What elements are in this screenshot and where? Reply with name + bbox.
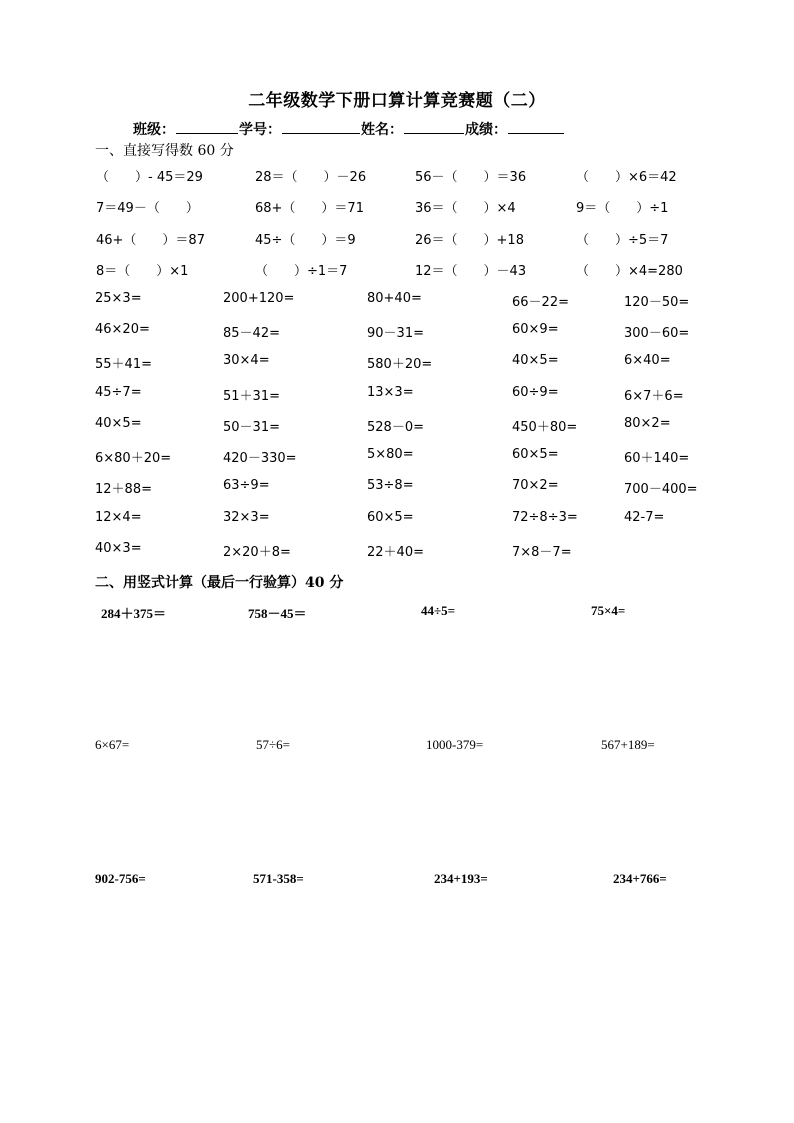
problem-item: 53÷8= xyxy=(367,478,414,493)
section1-row xyxy=(0,416,794,438)
problem-item: 5×80= xyxy=(367,447,414,462)
problem-item: 46×20= xyxy=(95,322,150,337)
problem-item: 63÷9= xyxy=(223,478,270,493)
vertical-calc-item: 567+189= xyxy=(601,737,655,752)
problem-item: 300－60= xyxy=(624,326,690,341)
vertical-calc-item: 6×67= xyxy=(95,737,130,752)
vertical-calc-item: 758－45＝ xyxy=(248,606,307,621)
section1-heading: 一、直接写得数 60 分 xyxy=(95,143,234,159)
problem-item: 580＋20= xyxy=(367,357,433,372)
vertical-calc-item: 57÷6= xyxy=(256,737,290,752)
vertical-calc-item: 571-358= xyxy=(253,871,304,886)
problem-item: 50－31= xyxy=(223,420,280,435)
problem-item: 60×9= xyxy=(512,322,559,337)
section1-row xyxy=(0,260,794,282)
problem-item: 60×5= xyxy=(512,447,559,462)
section2-heading: 二、用竖式计算（最后一行验算）40 分 xyxy=(95,575,344,591)
problem-item: 200+120= xyxy=(223,291,295,306)
vertical-calc-item: 44÷5= xyxy=(421,603,456,618)
problem-item: 6×40= xyxy=(624,353,671,368)
problem-item: 60＋140= xyxy=(624,451,690,466)
problem-item: 72÷8÷3= xyxy=(512,510,578,525)
problem-item: 9＝（ ）÷1 xyxy=(576,201,669,216)
vertical-calc-item: 1000-379= xyxy=(426,737,484,752)
problem-item: 55＋41= xyxy=(95,357,152,372)
problem-item: 40×3= xyxy=(95,541,142,556)
vertical-calc-item: 234+193= xyxy=(434,871,488,886)
problem-item: 80×2= xyxy=(624,416,671,431)
vertical-calc-item: 902-756= xyxy=(95,871,146,886)
problem-item: 32×3= xyxy=(223,510,270,525)
problem-item: 7×8－7= xyxy=(512,545,572,560)
vertical-calc-item: 75×4= xyxy=(591,603,626,618)
problem-item: 22＋40= xyxy=(367,545,424,560)
problem-item: 2×20＋8= xyxy=(223,545,291,560)
class-label: 班级： xyxy=(133,122,175,138)
section1-row xyxy=(0,166,794,188)
problem-item: 51＋31= xyxy=(223,389,280,404)
problem-item: 8＝（ ）×1 xyxy=(96,264,189,279)
section1-row xyxy=(0,478,794,500)
section2-row xyxy=(0,871,794,891)
problem-item: 12×4= xyxy=(95,510,142,525)
problem-item: 66－22= xyxy=(512,295,569,310)
vertical-calc-item: 284＋375＝ xyxy=(101,606,167,621)
problem-item: 36＝（ ）×4 xyxy=(415,201,516,216)
problem-item: 7＝49－（ ） xyxy=(96,201,199,216)
problem-item: 450＋80= xyxy=(512,420,578,435)
problem-item: 80+40= xyxy=(367,291,422,306)
problem-item: 46+（ ）＝87 xyxy=(96,233,205,248)
section1-row xyxy=(0,541,794,563)
score-label: 成绩： xyxy=(465,122,507,138)
name-label: 姓名： xyxy=(361,122,403,138)
score-blank[interactable] xyxy=(508,119,564,134)
problem-item: 700－400= xyxy=(624,482,698,497)
problem-item: 30×4= xyxy=(223,353,270,368)
problem-item: 60×5= xyxy=(367,510,414,525)
problem-item: 45÷7= xyxy=(95,385,142,400)
problem-item: 12＋88= xyxy=(95,482,152,497)
problem-item: 25×3= xyxy=(95,291,142,306)
section1-row xyxy=(0,385,794,407)
student-info-line xyxy=(133,119,565,139)
problem-item: （ ）÷1＝7 xyxy=(255,264,348,279)
problem-item: 85－42= xyxy=(223,326,280,341)
section1-row xyxy=(0,291,794,313)
problem-item: 120－50= xyxy=(624,295,690,310)
problem-item: 60÷9= xyxy=(512,385,559,400)
problem-item: 90－31= xyxy=(367,326,424,341)
section1-row xyxy=(0,353,794,375)
name-blank[interactable] xyxy=(404,119,464,134)
section1-row xyxy=(0,197,794,219)
problem-item: 6×80＋20= xyxy=(95,451,172,466)
problem-item: 28＝（ ）－26 xyxy=(255,170,367,185)
page-title: 二年级数学下册口算计算竞赛题（二） xyxy=(248,91,546,111)
problem-item: （ ）- 45＝29 xyxy=(96,170,203,185)
problem-item: 26＝（ ）+18 xyxy=(415,233,524,248)
problem-item: 68+（ ）＝71 xyxy=(255,201,364,216)
id-blank[interactable] xyxy=(282,119,360,134)
class-blank[interactable] xyxy=(176,119,238,134)
problem-item: 70×2= xyxy=(512,478,559,493)
section1-row xyxy=(0,447,794,469)
section2-row xyxy=(0,737,794,757)
problem-item: 45÷（ ）＝9 xyxy=(255,233,356,248)
section1-row xyxy=(0,322,794,344)
problem-item: 420－330= xyxy=(223,451,297,466)
problem-item: 40×5= xyxy=(512,353,559,368)
id-label: 学号： xyxy=(239,122,281,138)
problem-item: （ ）÷5＝7 xyxy=(576,233,669,248)
problem-item: 40×5= xyxy=(95,416,142,431)
vertical-calc-item: 234+766= xyxy=(613,871,667,886)
problem-item: 528－0= xyxy=(367,420,424,435)
section1-row xyxy=(0,229,794,251)
problem-item: 12＝（ ）－43 xyxy=(415,264,527,279)
section1-row xyxy=(0,510,794,532)
problem-item: 56－（ ）＝36 xyxy=(415,170,527,185)
problem-item: 6×7＋6= xyxy=(624,389,684,404)
problem-item: 13×3= xyxy=(367,385,414,400)
problem-item: 42-7= xyxy=(624,510,665,525)
section2-row xyxy=(0,603,794,623)
problem-item: （ ）×4=280 xyxy=(576,264,683,279)
problem-item: （ ）×6＝42 xyxy=(576,170,677,185)
